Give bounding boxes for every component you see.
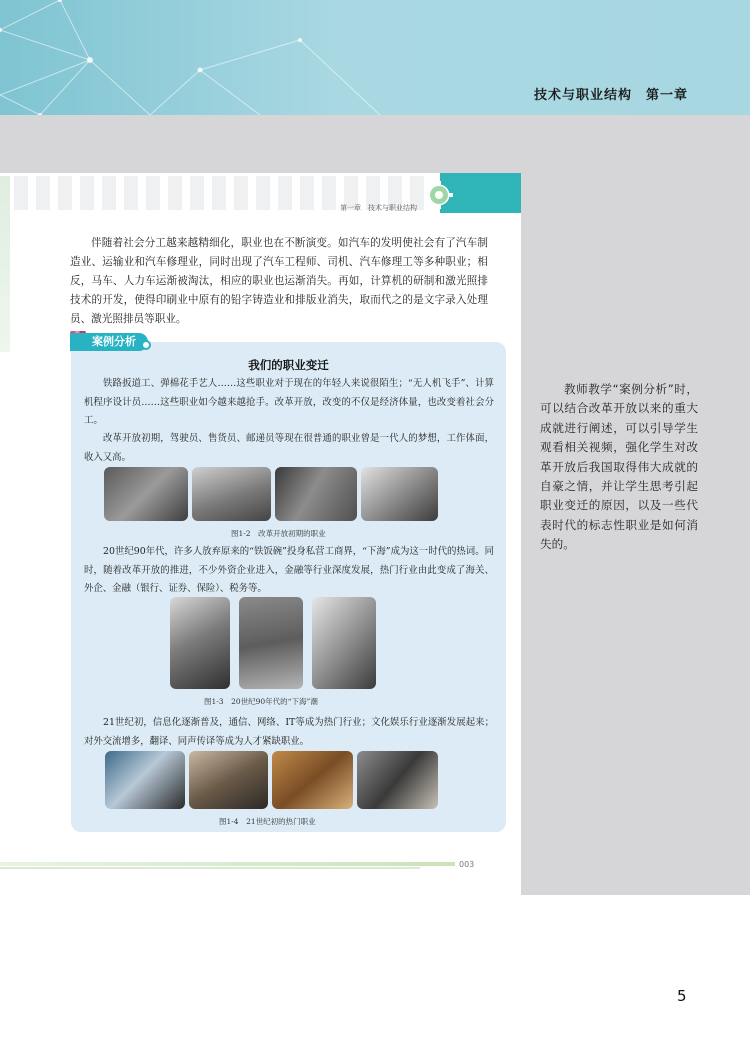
- case-paragraph: 20世纪90年代，许多人放弃原来的“铁饭碗”投身私营工商界，“下海”成为这一时代的热词。同时，随着改革开放的推进，不少外资企业进入，金融等行业深度发展，热门行业由此变成了海关、外企、金融（银行、证券、保险）、税务等。: [84, 546, 494, 594]
- case-study-label: 案例分析: [70, 333, 148, 351]
- gear-icon: [424, 180, 454, 210]
- inner-page-number: 003: [459, 860, 475, 869]
- page-number: 5: [677, 987, 687, 1005]
- chapter-header: 技术与职业结构 第一章: [533, 88, 688, 103]
- network-decoration: [0, 0, 420, 115]
- page-footer-line: [0, 862, 455, 866]
- photo-postman: [361, 467, 438, 521]
- figure-caption: 图1-3 20世纪90年代的“下海”潮: [204, 697, 318, 706]
- photo-car-driver: [192, 467, 271, 521]
- figure-caption: 图1-4 21世纪初的热门职业: [219, 817, 316, 826]
- photo-mobile-phone-woman: [170, 597, 230, 689]
- page-footer-line: [0, 867, 420, 869]
- magnifier-icon: [141, 340, 151, 350]
- page-side-bar: [0, 176, 10, 352]
- case-paragraph: 改革开放初期，驾驶员、售货员、邮递员等现在很普通的职业曾是一代人的梦想，工作体面，收入又高。: [84, 433, 494, 463]
- teacher-note: 教师教学“案例分析”时，可以结合改革开放以来的重大成就进行阐述，可以引导学生观看相关视频，强化学生对改革开放后我国取得伟大成就的自豪之情，并让学生思考引起职业变迁的原因，以及一些代表时代的标志性职业是如何消失的。: [540, 382, 698, 552]
- intro-paragraph: 伴随着社会分工越来越精细化，职业也在不断演变。如汽车的发明使社会有了汽车制造业、运输业和汽车修理业，同时出现了汽车工程师、司机、汽车修理工等多种职业；相反，马车、人力车运渐被淘汰，相应的职业也运渐消失。再如，计算机的研制和激光照排技术的开发，使得印刷业中原有的铅字铸造业和排版业消失，取而代之的是文字录入处理员、激光照排员等职业。: [70, 237, 488, 325]
- photo-business-meeting: [189, 751, 268, 809]
- photo-professionals: [357, 751, 438, 809]
- case-paragraph: 铁路扳道工、弹棉花手艺人……这些职业对于现在的年轻人来说很陌生；“无人机飞手”、计算机程序设计员……这些职业如今越来越抢手。改革开放，改变的不仅是经济体量，也改变着社会分工。: [84, 378, 494, 426]
- photo-office-worker: [312, 597, 376, 689]
- photo-computer-user: [105, 751, 185, 809]
- photo-bus-conductors: [104, 467, 188, 521]
- case-paragraph: 21世纪初，信息化逐渐普及，通信、网络、IT等成为热门行业；文化娱乐行业逐渐发展起来；对外交流增多，翻译、同声传译等成为人才紧缺职业。: [84, 717, 494, 747]
- photo-interpreter-booth: [272, 751, 353, 809]
- figure-caption: 图1-2 改革开放初期的职业: [231, 529, 326, 538]
- page-running-header: 第一章 技术与职业结构: [340, 204, 417, 212]
- photo-street-crowd: [239, 597, 303, 689]
- case-study-title: 我们的职业变迁: [248, 358, 329, 372]
- photo-shop-assistant: [275, 467, 357, 521]
